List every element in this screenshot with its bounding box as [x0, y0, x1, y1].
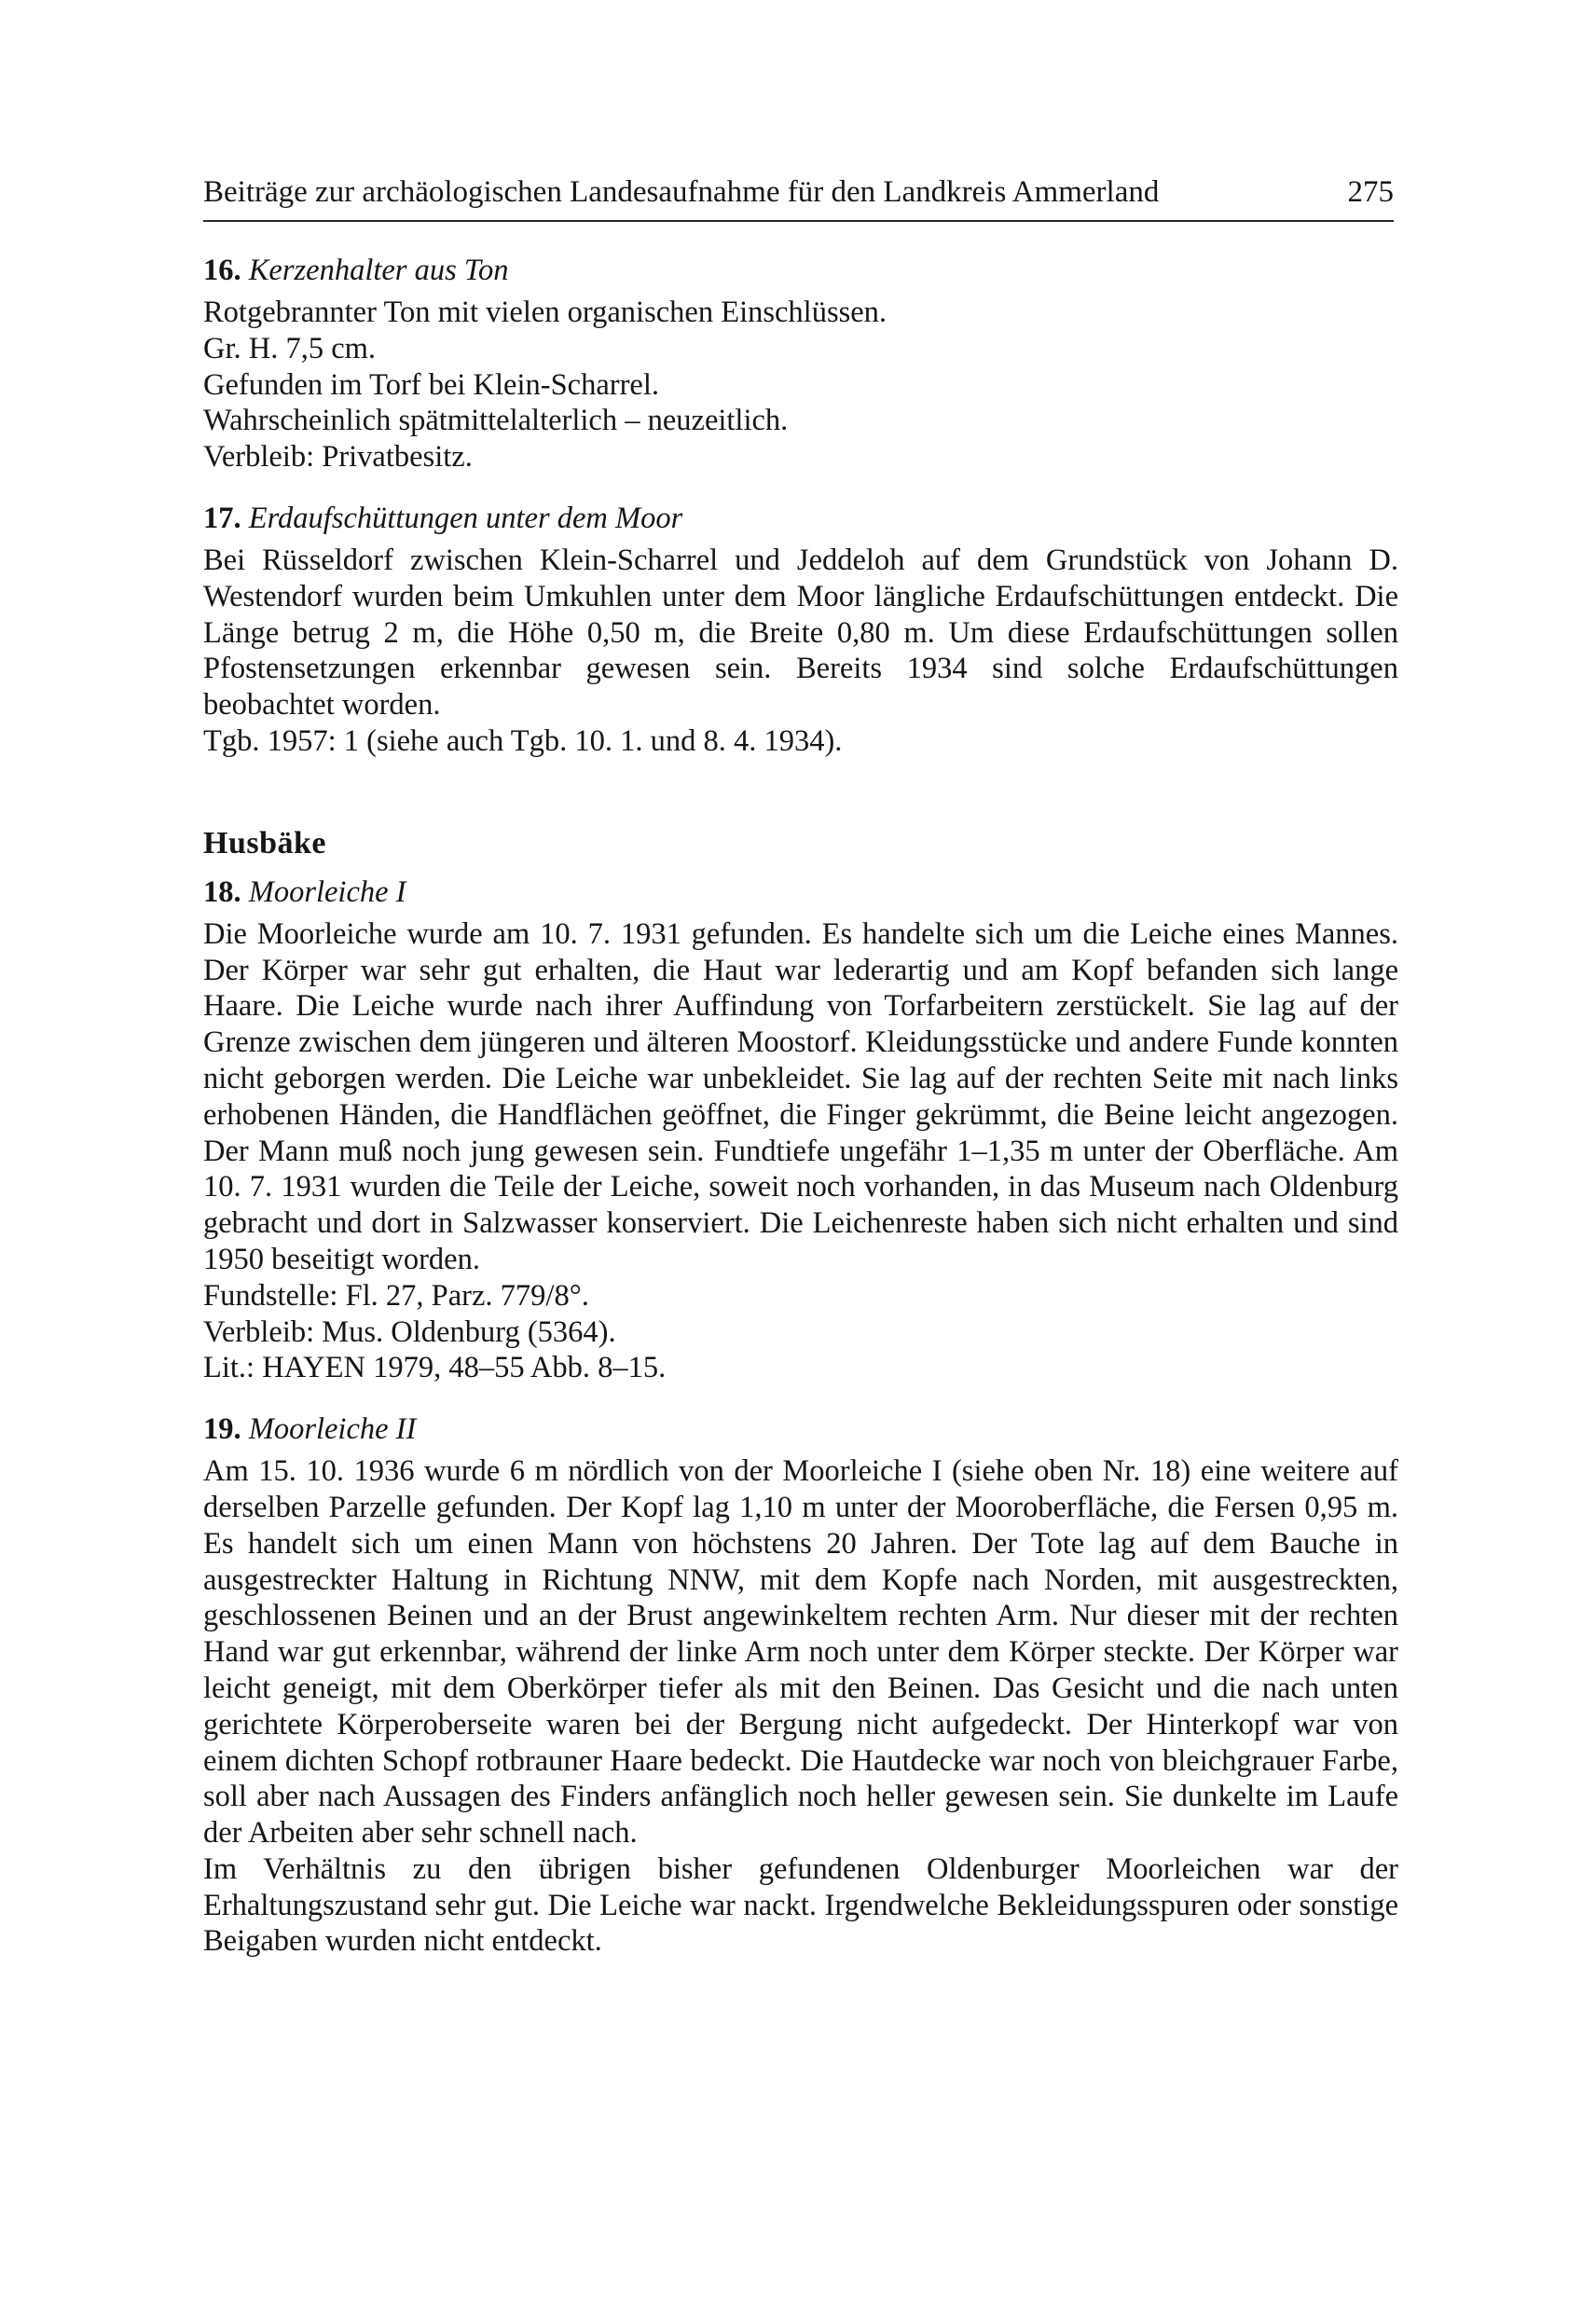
entry-16: [203, 252, 1398, 475]
entry-paragraph: Die Moorleiche wurde am 10. 7. 1931 gefunden. Es handelte sich um die Leiche eines Mannes. Der Körper war sehr gut erhalten, die Haut war lederartig und am Kopf befanden sich lange Haare. Die Leiche wurde nach ihrer Auffindung von Torfarbeitern zerstückelt. Sie lag auf der Grenze zwischen dem jüngeren und älteren Moostorf. Kleidungsstücke und andere Funde konnten nicht geborgen werden. Die Leiche war unbekleidet. Sie lag auf der rechten Seite mit nach links erhobenen Händen, die Handflächen geöffnet, die Finger gekrümmt, die Beine leicht angezogen. Der Mann muß noch jung gewesen sein. Fundtiefe ungefähr 1–1,35 m unter der Oberfläche. Am 10. 7. 1931 wurden die Teile der Leiche, soweit noch vorhanden, in das Museum nach Oldenburg gebracht und dort in Salzwasser konserviert. Die Leichenreste haben sich nicht erhalten und sind 1950 beseitigt worden.: [203, 916, 1398, 1276]
entry-18: [203, 874, 1398, 1386]
entry-number: 19.: [203, 1412, 241, 1447]
entry-reference: Tgb. 1957: 1 (siehe auch Tgb. 10. 1. und 8. 4. 1934).: [203, 723, 843, 758]
entry-title: Kerzenhalter aus Ton: [248, 254, 509, 287]
entry-heading: [203, 252, 1398, 289]
entry-paragraph: Im Verhältnis zu den übrigen bisher gefundenen Oldenburger Moorleichen war der Erhaltungszustand sehr gut. Die Leiche war nackt. Irgendwelche Bekleidungsspuren oder sonstige Beigaben wurden nicht entdeckt.: [203, 1851, 1398, 1959]
entry-paragraph: Am 15. 10. 1936 wurde 6 m nördlich von der Moorleiche I (siehe oben Nr. 18) eine weitere auf derselben Parzelle gefunden. Der Kopf lag 1,10 m unter der Mooroberfläche, die Fersen 0,95 m. Es handelt sich um einen Mann von höchstens 20 Jahren. Der Tote lag auf dem Bauche in ausgestreckter Haltung in Richtung NNW, mit dem Kopfe nach Norden, mit ausgestreckten, geschlossenen Beinen und an der Brust angewinkeltem rechten Arm. Nur dieser mit der rechten Hand war gut erkennbar, während der linke Arm noch unter dem Körper steckte. Der Körper war leicht geneigt, mit dem Oberkörper tiefer als mit den Beinen. Das Gesicht und die nach unten gerichtete Körperoberseite waren bei der Bergung nicht aufgedeckt. Der Hinterkopf war von einem dichten Schopf rotbrauner Haare bedeckt. Die Hautdecke war noch von bleichgrauer Farbe, soll aber nach Aussagen des Finders anfänglich noch heller gewesen sein. Sie dunkelte im Laufe der Arbeiten aber sehr schnell nach.: [203, 1454, 1398, 1851]
entry-number: 18.: [203, 874, 241, 909]
entry-title: Moorleiche I: [248, 874, 406, 909]
page-body: [203, 244, 1398, 1960]
entry-line: Wahrscheinlich spätmittelalterlich – neuzeitlich.: [203, 404, 789, 438]
entry-paragraph: Bei Rüsseldorf zwischen Klein-Scharrel und Jeddeloh auf dem Grundstück von Johann D. Westendorf wurden beim Umkuhlen unter dem Moor längliche Erdaufschüttungen entdeckt. Die Länge betrug 2 m, die Höhe 0,50 m, die Breite 0,80 m. Um diese Erdaufschüttungen sollen Pfostensetzungen erkennbar gewesen sein. Bereits 1934 sind solche Erdaufschüttungen beobachtet worden.: [203, 543, 1398, 722]
entry-title: Moorleiche II: [248, 1412, 417, 1447]
header-rule: [203, 220, 1394, 222]
entry-heading: [203, 500, 1398, 537]
entry-line: Rotgebrannter Ton mit vielen organischen Einschlüssen.: [203, 296, 887, 329]
entry-line: Verbleib: Mus. Oldenburg (5364).: [203, 1314, 616, 1349]
entry-number: 17.: [203, 501, 241, 535]
entry-19: [203, 1411, 1398, 1960]
entry-heading: [203, 1411, 1398, 1448]
entry-title: Erdaufschüttungen unter dem Moor: [248, 501, 683, 535]
place-heading: Husbäke: [203, 825, 326, 860]
entry-number: 16.: [203, 254, 241, 287]
entry-line: Gr. H. 7,5 cm.: [203, 331, 377, 365]
entry-line: Fundstelle: Fl. 27, Parz. 779/8°.: [203, 1278, 589, 1313]
page-number: 275: [1347, 175, 1394, 209]
running-title: Beiträge zur archäologischen Landesaufnahme für den Landkreis Ammerland: [203, 175, 1160, 209]
entry-line: Gefunden im Torf bei Klein-Scharrel.: [203, 367, 659, 402]
entry-line: Lit.: HAYEN 1979, 48–55 Abb. 8–15.: [203, 1351, 667, 1385]
entry-line: Verbleib: Privatbesitz.: [203, 440, 473, 475]
entry-heading: [203, 874, 1398, 911]
entry-17: [203, 500, 1398, 760]
